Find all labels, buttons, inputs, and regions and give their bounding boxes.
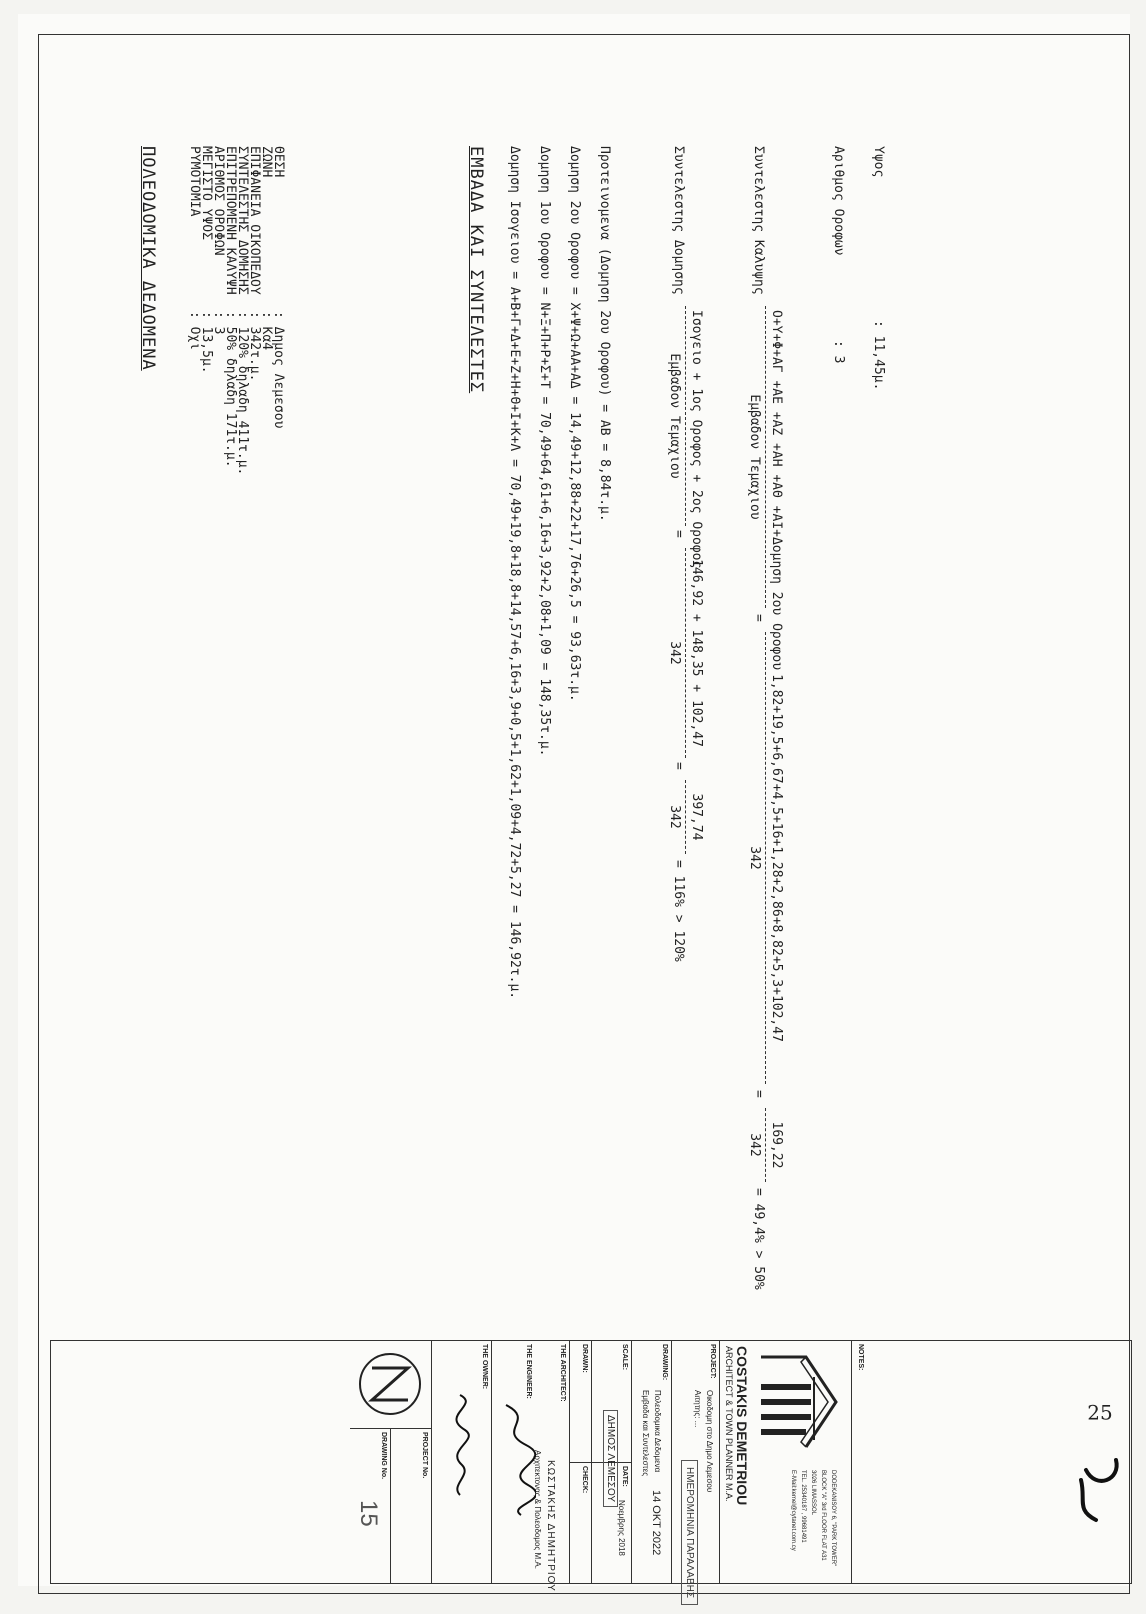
planning-label: ΕΠΙΤΡΕΠΟΜΕΝΗ ΚΑΛΥΨΗ — [223, 146, 238, 295]
fraction-numerator: 169,22 — [765, 1108, 784, 1182]
fraction-numerator: Ισογειο + 1ος Οροφος + 2ος Οροφος — [685, 306, 704, 526]
planning-value: : 120% δηλαδη 411τ.μ. — [235, 311, 250, 476]
divider — [569, 1340, 570, 1584]
stamp-date: 14 ΟΚΤ 2022 — [650, 1490, 662, 1556]
handwritten-number: 25 — [1087, 1400, 1113, 1425]
section2-title: ΕΜΒΑΔΑ ΚΑΙ ΣΥΝΤΕΛΕΣΤΕΣ — [466, 146, 486, 394]
planning-label: ΘΕΣΗ — [271, 146, 286, 178]
stamp-text: ΗΜΕΡΟΜΗΝΙΑ — [684, 1467, 695, 1536]
height-label: Υψος — [871, 146, 886, 178]
equals-sign: = — [751, 1090, 766, 1098]
divider — [350, 1428, 432, 1429]
planning-label: ΑΡΙΘΜΟΣ ΟΡΟΦΩΝ — [211, 146, 226, 256]
planning-value: : Κα4 — [259, 311, 274, 351]
municipality-stamp: ΔΗΜΟΣ ΛΕΜΕΣΟΥ — [603, 1410, 618, 1507]
coverage-ratio-fraction-total — [747, 1108, 784, 1182]
address-line: 3026 LIMASSOL — [810, 1470, 816, 1516]
fraction-denominator: Εμβαδον Τεμαχιου — [747, 394, 762, 520]
divider — [431, 1340, 432, 1584]
divider — [570, 1462, 592, 1463]
coverage-ratio-fraction-values — [747, 632, 784, 1084]
building-ratio-result: = 116% > 120% — [671, 860, 686, 962]
planning-value: : 50% δηλαδη 171τ.μ. — [223, 311, 238, 468]
planning-value: : Οχι — [187, 311, 202, 351]
title-block — [50, 1340, 1132, 1599]
fraction-denominator: 342 — [747, 846, 762, 870]
drawing-no-label: DRAWING No. — [380, 1432, 387, 1480]
date-value: Νοεμβρης 2018 — [617, 1500, 626, 1556]
drawing-sheet — [18, 14, 1130, 1599]
drawing-label: DRAWING: — [661, 1344, 668, 1381]
area-second-floor: Δομηση 2ου Οροφου = Χ+Ψ+Ω+ΑΑ+ΑΔ = 14,49+12,88+22+17,76+26,5 = 93,63τ.μ. — [567, 146, 582, 702]
engineer-label: THE ENGINEER: — [525, 1344, 532, 1399]
architect-title: Αρχιτεκτονας & Πολεοδομος Μ.Α. — [533, 1450, 542, 1569]
project-no-label: PROJECT No. — [421, 1432, 428, 1479]
planning-label: ΖΩΝΗ — [259, 146, 274, 178]
area-first-floor: Δομηση 1ου Οροφου = Ν+Ξ+Π+Ρ+Σ+Τ = 70,49+64,61+6,16+3,92+2,08+1,09 = 148,35τ.μ. — [537, 146, 552, 757]
planning-label: ΜΕΓΙΣΤΟ ΥΨΟΣ — [199, 146, 214, 240]
fraction-denominator: 342 — [667, 641, 682, 665]
planning-value: : 3 — [211, 311, 226, 335]
fraction-numerator: Ο+Υ+Φ+ΑΓ +ΑΕ +ΑΖ +ΑΗ +ΑΘ +ΑΙ+Δομηση 2ου Οροφου — [765, 306, 784, 608]
equals-sign: = — [671, 762, 686, 770]
floors-value: : 3 — [831, 340, 846, 364]
coverage-ratio-fraction-formula — [747, 306, 784, 671]
notes-label: NOTES: — [857, 1344, 864, 1371]
scale-label: SCALE: — [621, 1344, 628, 1371]
height-value: : 11,45μ. — [871, 320, 886, 391]
company-email: E-Mail:kemel@cytanet.com.cy — [790, 1470, 796, 1551]
equals-sign: = — [671, 530, 686, 538]
building-ratio-fraction-formula — [667, 306, 704, 569]
building-ratio-label: Συντελεστης Δομησης — [671, 146, 686, 295]
address-line: BLOCK "A" 3rd FLOOR FLAT A31 — [820, 1470, 826, 1561]
fraction-numerator: 397,74 — [685, 780, 704, 854]
area-ground-floor: Δομηση Ισογειου = Α+Β+Γ+Δ+Ε+Ζ+Η+Θ+Ι+Κ+Λ = 70,49+19,8+18,8+14,57+6,16+3,9+0,5+1,62+1,09+4,72+5,27 = 146,92τ.μ. — [507, 146, 522, 1000]
planning-label: ΡΥΜΟΤΟΜΙΑ — [187, 146, 202, 217]
company-subtitle: ARCHITECT & TOWN PLANNER M.A. — [724, 1346, 734, 1502]
rotated-drawing-content — [18, 14, 1146, 1614]
divider — [491, 1340, 492, 1584]
owner-label: THE OWNER: — [481, 1344, 488, 1390]
building-ratio-fraction-total — [667, 780, 704, 854]
drawing-number: 15 — [355, 1500, 382, 1527]
planning-value: : Δημος Λεμεσου — [271, 311, 286, 429]
floors-label: Αριθμος Οροφων — [831, 146, 846, 256]
building-ratio-fraction-values — [667, 548, 704, 758]
drawing-value: Πολεοδομικα Δεδομενα — [653, 1390, 662, 1473]
fraction-denominator: 342 — [747, 1133, 762, 1157]
fraction-numerator: 1,82+19,5+6,67+4,5+16+1,28+2,86+8,82+5,3+102,47 — [765, 632, 784, 1084]
project-value: Οικοδομη στο Δημο Λεμεσου — [705, 1390, 714, 1493]
divider — [851, 1340, 852, 1584]
company-logo-icon — [756, 1352, 846, 1452]
coverage-ratio-result: = 49,4% > 50% — [751, 1188, 766, 1290]
check-label: CHECK: — [581, 1466, 588, 1494]
address-line: DODEKANISOY 6, "PARK TOWER" — [830, 1470, 836, 1567]
company-name: COSTAKIS DEMETRIOU — [734, 1346, 750, 1506]
coverage-ratio-label: Συντελεστης Καλυψης — [751, 146, 766, 295]
architect-label: THE ARCHITECT: — [559, 1344, 566, 1402]
project-value-line2: Αιτητης: ... — [693, 1390, 702, 1428]
fraction-denominator: 342 — [667, 805, 682, 829]
area-proposed: Προτεινομενα (Δομηση 2ου Οροφου) = ΑΒ = 8,84τ.μ. — [597, 146, 612, 522]
handwritten-mark-icon — [1066, 1450, 1126, 1530]
drawing-value-line2: Εμβαδα και Συντελεστες — [641, 1390, 650, 1477]
receipt-stamp — [681, 1460, 698, 1605]
divider — [671, 1340, 672, 1584]
stamp-text: ΠΑΡΑΛΑΒΗΣ — [684, 1538, 695, 1599]
date-label: DATE: — [621, 1466, 628, 1487]
planning-value: : 13,5μ. — [199, 311, 214, 374]
planning-label: ΣΥΝΤΕΛΕΣΤΗΣ ΔΟΜΗΣΗΣ — [235, 146, 250, 295]
drawn-label: DRAWN: — [581, 1344, 588, 1373]
engineer-signature-icon — [496, 1400, 536, 1520]
owner-signature-icon — [440, 1390, 480, 1500]
planning-value: : 342τ.μ. — [247, 311, 262, 382]
company-tel: TEL. 25340187 , 99681491 — [800, 1470, 806, 1543]
project-label: PROJECT: — [709, 1344, 716, 1379]
north-arrow-icon — [354, 1348, 426, 1420]
divider — [719, 1340, 720, 1584]
divider — [390, 1428, 391, 1584]
fraction-denominator: Εμβαδον Τεμαχιου — [667, 353, 682, 479]
equals-sign: = — [751, 614, 766, 622]
section1-title: ΠΟΛΕΟΔΟΜΙΚΑ ΔΕΔΟΜΕΝΑ — [138, 146, 158, 371]
fraction-numerator: 146,92 + 148,35 + 102,47 — [685, 548, 704, 758]
architect-name: ΚΩΣΤΑΚΗΣ ΔΗΜΗΤΡΙΟΥ — [545, 1460, 556, 1592]
planning-label: ΕΠΙΦΑΝΕΙΑ ΟΙΚΟΠΕΔΟΥ — [247, 146, 262, 295]
